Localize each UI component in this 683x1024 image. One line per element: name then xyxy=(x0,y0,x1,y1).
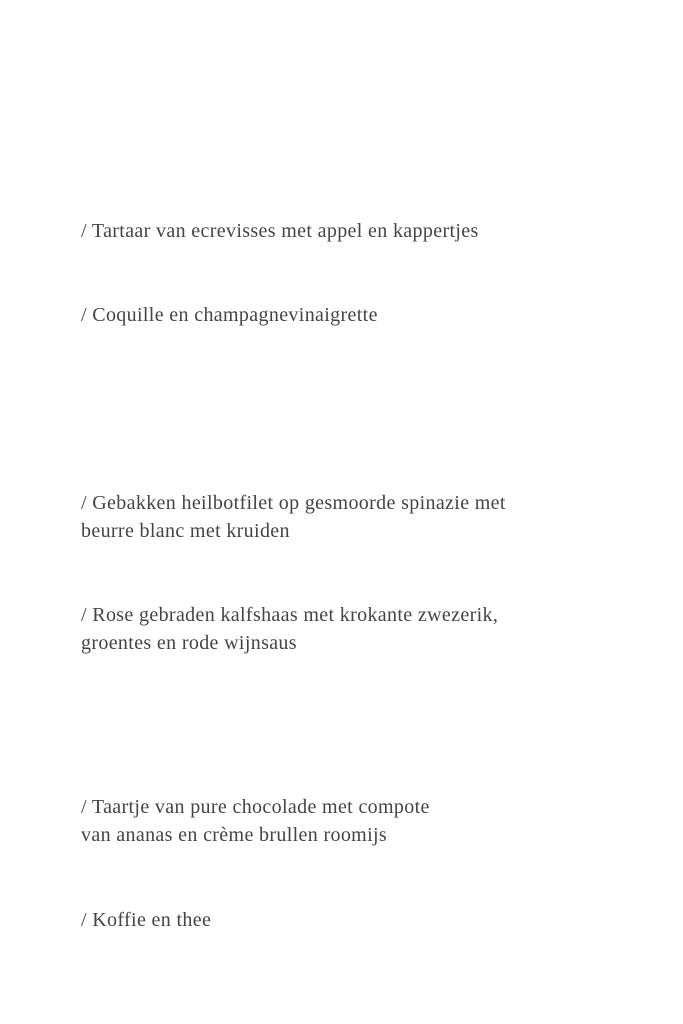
menu-item-line: beurre blanc met kruiden xyxy=(81,520,290,542)
menu-item-line: / Koffie en thee xyxy=(81,909,212,931)
menu-item-line: / Taartje van pure chocolade met compote xyxy=(81,796,430,818)
menu-item-coffee xyxy=(81,906,641,934)
menu-item-starter-1 xyxy=(81,217,641,245)
menu-item-line: groentes en rode wijnsaus xyxy=(81,632,297,654)
menu-item-dessert xyxy=(81,793,641,849)
menu-item-line: / Coquille en champagnevinaigrette xyxy=(81,304,378,326)
menu-item-starter-2 xyxy=(81,301,641,329)
menu-item-line: van ananas en crème brullen roomijs xyxy=(81,824,388,846)
menu-item-line: / Gebakken heilbotfilet op gesmoorde spinazie met xyxy=(81,492,506,514)
menu-item-main-1 xyxy=(81,489,641,545)
menu-item-main-2 xyxy=(81,601,641,657)
menu-item-line: / Tartaar van ecrevisses met appel en kappertjes xyxy=(81,220,479,242)
menu-item-line: / Rose gebraden kalfshaas met krokante zwezerik, xyxy=(81,604,499,626)
